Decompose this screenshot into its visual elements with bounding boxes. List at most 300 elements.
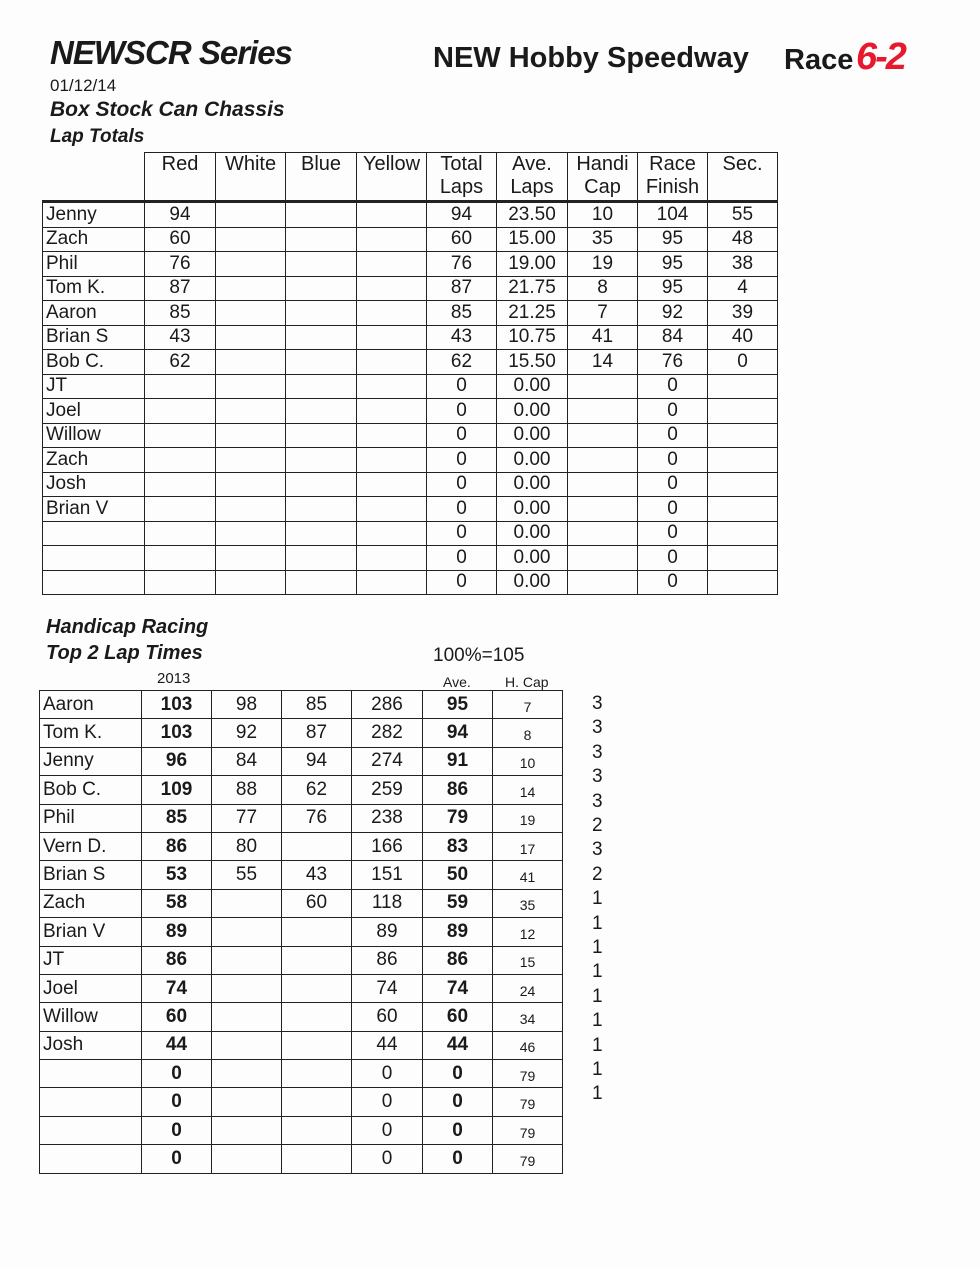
- cell-value: 103: [142, 719, 212, 747]
- cell-value: 60: [423, 1003, 493, 1031]
- handicap-subtitle: Top 2 Lap Times: [46, 642, 203, 664]
- cell-value: 86: [423, 946, 493, 974]
- cell-value: [216, 521, 286, 546]
- cell-value: 55: [708, 202, 778, 228]
- cell-value: [212, 918, 282, 946]
- cell-value: [357, 301, 427, 326]
- race-date: 01/12/14: [50, 76, 117, 95]
- race-count: 1: [592, 985, 603, 1007]
- cell-value: 44: [142, 1031, 212, 1059]
- cell-value: [212, 1088, 282, 1116]
- column-header-line1: Handi: [576, 153, 629, 175]
- cell-value: 43: [145, 325, 216, 350]
- cell-value: 60: [145, 227, 216, 252]
- cell-value: 40: [708, 325, 778, 350]
- cell-value: 60: [282, 889, 352, 917]
- cell-value: [286, 472, 357, 497]
- table-row: [40, 861, 563, 889]
- table-row: [43, 276, 778, 301]
- cell-value: 48: [708, 227, 778, 252]
- header-blank: [43, 153, 145, 202]
- driver-name: JT: [40, 946, 142, 974]
- cell-value: [357, 202, 427, 228]
- table-row: [43, 202, 778, 228]
- cell-value: 95: [638, 276, 708, 301]
- cell-value: 0: [352, 1088, 423, 1116]
- driver-name: [40, 1060, 142, 1088]
- table-row: [43, 423, 778, 448]
- cell-value: 53: [142, 861, 212, 889]
- cell-value: 10: [568, 202, 638, 228]
- table-row: [43, 570, 778, 595]
- cell-value: 0.00: [497, 374, 568, 399]
- table-row: [43, 227, 778, 252]
- lap-totals-table: [42, 152, 778, 595]
- cell-value: 92: [638, 301, 708, 326]
- cell-value: [568, 570, 638, 595]
- cell-value: [708, 497, 778, 522]
- handicap-value: 17: [493, 832, 563, 860]
- table-row: [43, 350, 778, 375]
- race-count: 3: [592, 766, 603, 788]
- table-row: [40, 1116, 563, 1144]
- section-lap-totals: Lap Totals: [50, 126, 145, 147]
- handicap-table: [39, 690, 563, 1174]
- cell-value: 94: [145, 202, 216, 228]
- cell-value: 50: [423, 861, 493, 889]
- cell-value: [357, 350, 427, 375]
- cell-value: 85: [142, 804, 212, 832]
- cell-value: [212, 1003, 282, 1031]
- cell-value: [212, 889, 282, 917]
- cell-value: 104: [638, 202, 708, 228]
- cell-value: [216, 497, 286, 522]
- handicap-value: 79: [493, 1116, 563, 1144]
- driver-name: Tom K.: [43, 276, 145, 301]
- cell-value: [286, 399, 357, 424]
- driver-name: Willow: [43, 423, 145, 448]
- cell-value: [145, 423, 216, 448]
- driver-name: Zach: [43, 448, 145, 473]
- cell-value: 84: [212, 747, 282, 775]
- table-row: [40, 918, 563, 946]
- cell-value: 60: [142, 1003, 212, 1031]
- column-header: [427, 153, 497, 202]
- cell-value: 103: [142, 691, 212, 719]
- cell-value: 8: [568, 276, 638, 301]
- driver-name: Jenny: [40, 747, 142, 775]
- driver-name: [40, 1145, 142, 1173]
- cell-value: 0: [638, 497, 708, 522]
- cell-value: [568, 472, 638, 497]
- cell-value: [286, 252, 357, 277]
- cell-value: 86: [423, 776, 493, 804]
- cell-value: [286, 227, 357, 252]
- cell-value: 0: [427, 546, 497, 571]
- cell-value: 86: [142, 832, 212, 860]
- label-2013: 2013: [157, 670, 191, 687]
- cell-value: 0: [142, 1116, 212, 1144]
- cell-value: [216, 350, 286, 375]
- cell-value: [216, 276, 286, 301]
- race-count: 2: [592, 815, 603, 836]
- race-count: 1: [592, 912, 603, 934]
- cell-value: 0: [427, 570, 497, 595]
- cell-value: 0: [423, 1060, 493, 1088]
- cell-value: [145, 448, 216, 473]
- handicap-value: 12: [493, 918, 563, 946]
- column-header: [497, 153, 568, 202]
- cell-value: 87: [145, 276, 216, 301]
- handicap-value: 14: [493, 776, 563, 804]
- cell-value: 62: [145, 350, 216, 375]
- cell-value: 58: [142, 889, 212, 917]
- column-header-line2: Laps: [510, 176, 554, 198]
- cell-value: 95: [638, 252, 708, 277]
- cell-value: 19.00: [497, 252, 568, 277]
- cell-value: [216, 570, 286, 595]
- table-row: [40, 974, 563, 1002]
- race-number-handwritten: 6-2: [856, 36, 905, 78]
- cell-value: 85: [282, 691, 352, 719]
- cell-value: [708, 399, 778, 424]
- cell-value: 55: [212, 861, 282, 889]
- cell-value: 14: [568, 350, 638, 375]
- percent-note: 100%=105: [433, 645, 525, 666]
- race-count: 1: [592, 1010, 603, 1032]
- handicap-value: 8: [493, 719, 563, 747]
- race-label: Race: [784, 44, 854, 76]
- race-count: 1: [592, 888, 603, 910]
- driver-name: Vern D.: [40, 832, 142, 860]
- cell-value: [357, 546, 427, 571]
- cell-value: 0: [352, 1060, 423, 1088]
- driver-name: Joel: [40, 974, 142, 1002]
- cell-value: 85: [427, 301, 497, 326]
- table-row: [40, 1003, 563, 1031]
- cell-value: 89: [352, 918, 423, 946]
- cell-value: 79: [423, 804, 493, 832]
- cell-value: 60: [427, 227, 497, 252]
- series-title: NEWSCR Series: [50, 34, 292, 71]
- cell-value: [708, 521, 778, 546]
- cell-value: 4: [708, 276, 778, 301]
- cell-value: 91: [423, 747, 493, 775]
- table-row: [40, 889, 563, 917]
- race-count: 3: [592, 839, 603, 861]
- cell-value: 44: [352, 1031, 423, 1059]
- cell-value: [357, 570, 427, 595]
- driver-name: Tom K.: [40, 719, 142, 747]
- cell-value: [282, 1003, 352, 1031]
- cell-value: 41: [568, 325, 638, 350]
- cell-value: 94: [282, 747, 352, 775]
- driver-name: Aaron: [43, 301, 145, 326]
- cell-value: [145, 546, 216, 571]
- cell-value: [708, 472, 778, 497]
- cell-value: 88: [212, 776, 282, 804]
- cell-value: 60: [352, 1003, 423, 1031]
- table-row: [40, 747, 563, 775]
- race-count: 2: [592, 863, 603, 885]
- driver-name: [40, 1116, 142, 1144]
- cell-value: 96: [142, 747, 212, 775]
- cell-value: [568, 497, 638, 522]
- race-count: 1: [592, 1083, 603, 1105]
- cell-value: 0: [352, 1116, 423, 1144]
- cell-value: [216, 202, 286, 228]
- cell-value: [357, 227, 427, 252]
- cell-value: [212, 1031, 282, 1059]
- race-count: 3: [592, 717, 603, 739]
- cell-value: 89: [142, 918, 212, 946]
- cell-value: 10.75: [497, 325, 568, 350]
- cell-value: 109: [142, 776, 212, 804]
- cell-value: [145, 399, 216, 424]
- cell-value: [357, 374, 427, 399]
- handicap-value: 10: [493, 747, 563, 775]
- cell-value: [708, 423, 778, 448]
- cell-value: 274: [352, 747, 423, 775]
- cell-value: [708, 448, 778, 473]
- cell-value: 74: [352, 974, 423, 1002]
- cell-value: [286, 570, 357, 595]
- cell-value: 7: [568, 301, 638, 326]
- cell-value: 0.00: [497, 570, 568, 595]
- cell-value: 35: [568, 227, 638, 252]
- cell-value: 76: [145, 252, 216, 277]
- cell-value: 0: [427, 472, 497, 497]
- handicap-value: 46: [493, 1031, 563, 1059]
- cell-value: 0.00: [497, 423, 568, 448]
- cell-value: 94: [423, 719, 493, 747]
- cell-value: [286, 546, 357, 571]
- cell-value: [357, 497, 427, 522]
- driver-name: Willow: [40, 1003, 142, 1031]
- driver-name: Phil: [40, 804, 142, 832]
- label-hcap: H. Cap: [505, 674, 549, 690]
- table-row: [43, 325, 778, 350]
- table-row: [40, 832, 563, 860]
- column-header-line1: White: [224, 153, 277, 175]
- table-row: [43, 301, 778, 326]
- handicap-value: 41: [493, 861, 563, 889]
- cell-value: 0: [638, 423, 708, 448]
- cell-value: 62: [427, 350, 497, 375]
- cell-value: 0: [427, 448, 497, 473]
- cell-value: 94: [427, 202, 497, 228]
- cell-value: [216, 325, 286, 350]
- table-row: [43, 497, 778, 522]
- column-header-line1: Total: [440, 153, 483, 175]
- cell-value: 0: [708, 350, 778, 375]
- cell-value: 238: [352, 804, 423, 832]
- cell-value: [212, 946, 282, 974]
- driver-name: [43, 521, 145, 546]
- driver-name: Josh: [43, 472, 145, 497]
- cell-value: 98: [212, 691, 282, 719]
- column-header: [568, 153, 638, 202]
- driver-name: Bob C.: [43, 350, 145, 375]
- cell-value: 84: [638, 325, 708, 350]
- table-row: [43, 399, 778, 424]
- cell-value: [216, 374, 286, 399]
- handicap-value: 7: [493, 691, 563, 719]
- race-count: 3: [592, 741, 603, 763]
- cell-value: 282: [352, 719, 423, 747]
- cell-value: 76: [638, 350, 708, 375]
- driver-name: Brian V: [43, 497, 145, 522]
- cell-value: 0.00: [497, 521, 568, 546]
- cell-value: [216, 399, 286, 424]
- column-header-line1: Sec.: [722, 153, 763, 175]
- cell-value: 0: [427, 497, 497, 522]
- cell-value: [286, 448, 357, 473]
- cell-value: 0: [423, 1145, 493, 1173]
- cell-value: [212, 1060, 282, 1088]
- table-row: [40, 1031, 563, 1059]
- handicap-value: 24: [493, 974, 563, 1002]
- column-header-line1: Blue: [300, 153, 342, 175]
- driver-name: Phil: [43, 252, 145, 277]
- cell-value: [145, 472, 216, 497]
- driver-name: Jenny: [43, 202, 145, 228]
- cell-value: 74: [423, 974, 493, 1002]
- cell-value: 0: [638, 448, 708, 473]
- cell-value: 0: [638, 570, 708, 595]
- table-row: [40, 946, 563, 974]
- cell-value: [212, 974, 282, 1002]
- cell-value: 0: [638, 472, 708, 497]
- handicap-value: 15: [493, 946, 563, 974]
- cell-value: [282, 832, 352, 860]
- cell-value: 0: [142, 1060, 212, 1088]
- handicap-value: 34: [493, 1003, 563, 1031]
- cell-value: 0.00: [497, 497, 568, 522]
- handicap-value: 19: [493, 804, 563, 832]
- race-count: 1: [592, 1034, 603, 1056]
- cell-value: [286, 374, 357, 399]
- cell-value: [357, 399, 427, 424]
- label-ave: Ave.: [443, 674, 471, 690]
- cell-value: [282, 918, 352, 946]
- cell-value: 19: [568, 252, 638, 277]
- cell-value: 0: [423, 1116, 493, 1144]
- cell-value: [145, 374, 216, 399]
- cell-value: [357, 423, 427, 448]
- cell-value: 0: [427, 374, 497, 399]
- cell-value: [216, 472, 286, 497]
- cell-value: [216, 252, 286, 277]
- race-count: 3: [592, 693, 603, 714]
- cell-value: [286, 202, 357, 228]
- cell-value: 77: [212, 804, 282, 832]
- cell-value: [216, 301, 286, 326]
- cell-value: [212, 1145, 282, 1173]
- cell-value: [282, 1031, 352, 1059]
- cell-value: [286, 276, 357, 301]
- driver-name: Brian V: [40, 918, 142, 946]
- cell-value: 59: [423, 889, 493, 917]
- cell-value: [357, 521, 427, 546]
- handicap-value: 35: [493, 889, 563, 917]
- cell-value: 151: [352, 861, 423, 889]
- driver-name: Aaron: [40, 691, 142, 719]
- cell-value: 95: [638, 227, 708, 252]
- column-header: [145, 153, 216, 202]
- cell-value: 0: [427, 399, 497, 424]
- table-row: [40, 776, 563, 804]
- cell-value: [145, 521, 216, 546]
- table-row: [43, 521, 778, 546]
- class-name: Box Stock Can Chassis: [50, 98, 285, 121]
- driver-name: [43, 570, 145, 595]
- table-row: [43, 374, 778, 399]
- column-header: [286, 153, 357, 202]
- cell-value: 0.00: [497, 546, 568, 571]
- column-header-line1: Race: [649, 153, 696, 175]
- driver-name: JT: [43, 374, 145, 399]
- cell-value: [216, 423, 286, 448]
- cell-value: 83: [423, 832, 493, 860]
- cell-value: [568, 448, 638, 473]
- cell-value: [286, 497, 357, 522]
- cell-value: [282, 1060, 352, 1088]
- cell-value: 0.00: [497, 448, 568, 473]
- cell-value: [282, 1145, 352, 1173]
- cell-value: 0: [638, 399, 708, 424]
- column-header-line2: Cap: [584, 176, 621, 198]
- column-header: [357, 153, 427, 202]
- table-row: [43, 472, 778, 497]
- cell-value: [568, 521, 638, 546]
- cell-value: 86: [352, 946, 423, 974]
- cell-value: [282, 1116, 352, 1144]
- cell-value: 76: [282, 804, 352, 832]
- cell-value: [286, 325, 357, 350]
- handicap-value: 79: [493, 1060, 563, 1088]
- cell-value: 118: [352, 889, 423, 917]
- driver-name: Bob C.: [40, 776, 142, 804]
- race-count: 1: [592, 961, 603, 983]
- column-header-line2: Finish: [645, 176, 700, 198]
- cell-value: [568, 423, 638, 448]
- cell-value: 92: [212, 719, 282, 747]
- handicap-title: Handicap Racing: [46, 616, 209, 638]
- column-header-line2: Laps: [439, 176, 484, 198]
- cell-value: 43: [427, 325, 497, 350]
- table-row: [40, 719, 563, 747]
- speedway-name: NEW Hobby Speedway: [433, 42, 749, 74]
- driver-name: Zach: [43, 227, 145, 252]
- cell-value: 76: [427, 252, 497, 277]
- cell-value: 21.25: [497, 301, 568, 326]
- cell-value: 0: [638, 521, 708, 546]
- cell-value: [145, 497, 216, 522]
- cell-value: 0: [142, 1088, 212, 1116]
- column-header: [216, 153, 286, 202]
- cell-value: 15.00: [497, 227, 568, 252]
- cell-value: 87: [427, 276, 497, 301]
- cell-value: 89: [423, 918, 493, 946]
- driver-name: Brian S: [40, 861, 142, 889]
- cell-value: 0: [427, 423, 497, 448]
- cell-value: 0: [638, 374, 708, 399]
- table-row: [40, 804, 563, 832]
- cell-value: [286, 301, 357, 326]
- column-header-line1: Ave.: [512, 153, 552, 175]
- cell-value: [708, 570, 778, 595]
